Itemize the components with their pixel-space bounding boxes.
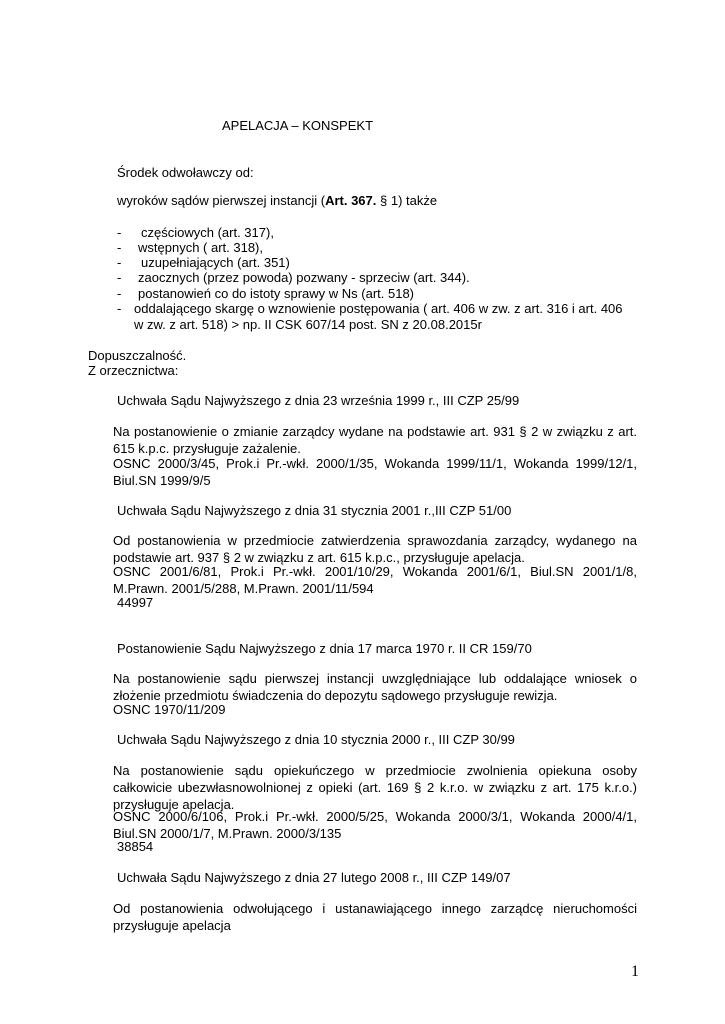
list-item-continuation: w zw. z art. 518) > np. II CSK 607/14 post. SN z 20.08.2015r	[134, 317, 482, 332]
list-item-text: częściowych (art. 317),	[141, 225, 274, 240]
intro-line-suffix: § 1) także	[376, 193, 438, 208]
list-dash: -	[117, 225, 122, 240]
list-item-text: uzupełniających (art. 351)	[141, 255, 290, 270]
document-title: APELACJA – KONSPEKT	[222, 118, 374, 133]
list-dash: -	[117, 286, 122, 301]
list-item-text: wstępnych ( art. 318),	[138, 240, 263, 255]
list-item-text: postanowień co do istoty sprawy w Ns (art. 518)	[138, 286, 415, 301]
list-dash: -	[117, 240, 122, 255]
ruling-number: 38854	[117, 839, 154, 854]
list-dash: -	[117, 255, 122, 270]
ruling-body: Od postanowienia odwołującego i ustanawiającego innego zarządcę nieruchomości przysługuje apelacja	[113, 901, 637, 933]
list-dash: -	[117, 301, 122, 316]
intro-label: Środek odwoławczy od:	[117, 165, 254, 180]
ruling-body: Na postanowienie sądu opiekuńczego w przedmiocie zwolnienia opiekuna osoby całkowicie ubezwłasnowolnionej z opieki (art. 169 § 2 k.r.o. w związku z art. 175 k.r.o.) przysługuje apelacja.	[113, 763, 637, 812]
list-item	[117, 240, 121, 255]
ruling-references: OSNC 2000/3/45, Prok.i Pr.-wkł. 2000/1/35, Wokanda 1999/11/1, Wokanda 1999/12/1, Biul.SN 1999/9/5	[113, 456, 637, 488]
list-item	[117, 301, 121, 316]
ruling-heading: Uchwała Sądu Najwyższego z dnia 10 stycznia 2000 r., III CZP 30/99	[117, 732, 515, 747]
ruling-body: Na postanowienie sądu pierwszej instancji uwzględniające lub oddalające wniosek o złożenie przedmiotu świadczenia do depozytu sądowego przysługuje rewizja.	[113, 671, 637, 703]
ruling-references: OSNC 1970/11/209	[113, 702, 226, 717]
list-item-text: zaocznych (przez powoda) pozwany - sprzeciw (art. 344).	[138, 270, 470, 285]
list-item	[117, 225, 121, 240]
list-item	[117, 286, 121, 301]
page-number: 1	[631, 963, 639, 980]
case-law-heading: Z orzecznictwa:	[88, 363, 179, 378]
intro-line	[117, 193, 437, 208]
list-item	[117, 255, 121, 270]
ruling-heading: Uchwała Sądu Najwyższego z dnia 27 lutego 2008 r., III CZP 149/07	[117, 870, 511, 885]
list-item	[117, 270, 121, 285]
ruling-body: Na postanowienie o zmianie zarządcy wydane na podstawie art. 931 § 2 w związku z art. 615 k.p.c. przysługuje zażalenie.	[113, 424, 637, 456]
ruling-references: OSNC 2001/6/81, Prok.i Pr.-wkł. 2001/10/29, Wokanda 2001/6/1, Biul.SN 2001/1/8, M.Prawn. 2001/5/288, M.Prawn. 2001/11/594	[113, 564, 637, 596]
ruling-heading: Postanowienie Sądu Najwyższego z dnia 17 marca 1970 r. II CR 159/70	[117, 641, 532, 656]
list-dash: -	[117, 270, 122, 285]
article-reference: Art. 367.	[325, 193, 377, 208]
ruling-number: 44997	[117, 595, 154, 610]
admissibility-heading: Dopuszczalność.	[88, 348, 187, 363]
ruling-heading: Uchwała Sądu Najwyższego z dnia 31 stycznia 2001 r.,III CZP 51/00	[117, 503, 512, 518]
ruling-references: OSNC 2000/6/106, Prok.i Pr.-wkł. 2000/5/25, Wokanda 2000/3/1, Wokanda 2000/4/1, Biul.SN 2000/1/7, M.Prawn. 2000/3/135	[113, 809, 637, 841]
intro-line-text: wyroków sądów pierwszej instancji (	[117, 193, 326, 208]
list-item-text: oddalającego skargę o wznowienie postępowania ( art. 406 w zw. z art. 316 i art. 406	[134, 301, 623, 316]
ruling-heading: Uchwała Sądu Najwyższego z dnia 23 września 1999 r., III CZP 25/99	[117, 393, 520, 408]
ruling-body: Od postanowienia w przedmiocie zatwierdzenia sprawozdania zarządcy, wydanego na podstawie art. 937 § 2 w związku z art. 615 k.p.c., przysługuje apelacja.	[113, 533, 637, 565]
